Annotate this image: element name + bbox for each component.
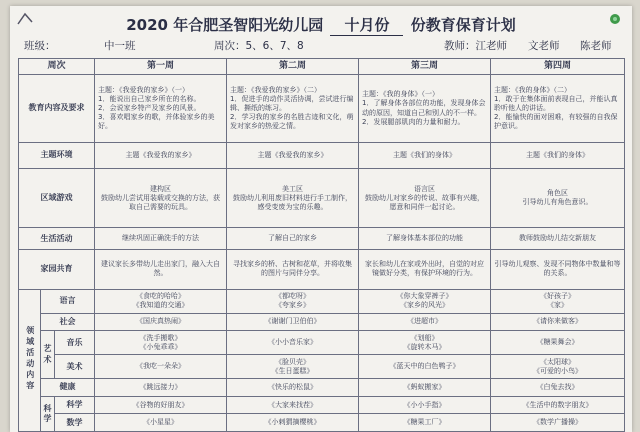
language-cell-w1: 《食吃的哈哈》 《我知道的交通》: [95, 289, 227, 313]
edu-cell-w4: 主题：《我的身体》（二） 1．敢于在集体面前表现自己，并能认真聆听他人的讲话。 2．能愉快的面对困难，有较强的自我保护意识。: [491, 75, 625, 143]
week-header-row: [19, 59, 625, 75]
music-cell-w3: 《划船》 《旋转木马》: [359, 331, 491, 355]
week-col-label: 周次: [19, 59, 95, 75]
env-label: 主题环境: [19, 142, 95, 168]
language-cell-w2: 《都吃呀》 《夸家乡》: [227, 289, 359, 313]
domain-row-music: [19, 331, 625, 355]
art-cell-w1: 《我吃一朵朵》: [95, 355, 227, 379]
art-cell-w4: 《太阳球》 《可爱的小鸟》: [491, 355, 625, 379]
domain-name-science: 科学: [55, 396, 95, 414]
area-label: 区域游戏: [19, 169, 95, 228]
language-cell-w3: 《你大象穿裤子》 《家乡的风光》: [359, 289, 491, 313]
home-cell-w3: 家长和幼儿在家或外出时，自觉的对应镜做好分类，有保护环境的行为。: [359, 250, 491, 289]
health-cell-w1: 《跳远接力》: [95, 379, 227, 397]
art-cell-w2: 《脸贝壳》 《生日蛋糕》: [227, 355, 359, 379]
music-cell-w4: 《糖果舞会》: [491, 331, 625, 355]
plan-table: [18, 58, 625, 432]
domain-row-math: [19, 414, 625, 432]
science-group-label: 科学: [41, 396, 55, 431]
edu-cell-w2: 主题：《我爱我的家乡》（二） 1．促进手的动作灵活协调，尝试进行编辑、撕纸的练习。 2．学习我的家乡的名胜古迹和文化，萌发对家乡的热爱之情。: [227, 75, 359, 143]
domain-name-math: 数学: [55, 414, 95, 432]
life-cell-w2: 了解自己的家乡: [227, 228, 359, 250]
area-row: [19, 169, 625, 228]
env-row: [19, 142, 625, 168]
env-cell-w4: 主题《我们的身体》: [491, 142, 625, 168]
teacher-label: 教师：江老师: [444, 40, 507, 52]
music-cell-w1: 《洗手搬歌》 《小兔乖乖》: [95, 331, 227, 355]
title-month: 十月份: [330, 14, 403, 36]
domain-group-label: 领域活动内容: [19, 289, 41, 431]
week-4-header: 第四周: [491, 59, 625, 75]
home-cell-w4: 引导幼儿观察、发现不同物体中数量和等的关系。: [491, 250, 625, 289]
area-cell-w1: 建构区 鼓励幼儿尝试用装载或交换的方法，获取自己需要的玩具。: [95, 169, 227, 228]
language-cell-w4: 《好孩子》 《家》: [491, 289, 625, 313]
weeks-info: 周次：5、6、7、8: [214, 40, 304, 52]
health-cell-w3: 《蚂蚁搬家》: [359, 379, 491, 397]
life-cell-w3: 了解身体基本部位的功能: [359, 228, 491, 250]
domain-row-science: [19, 396, 625, 414]
domain-name-health: 健康: [41, 379, 95, 397]
home-label: 家园共育: [19, 250, 95, 289]
home-row: [19, 250, 625, 289]
home-cell-w1: 建议家长多带幼儿走出家门，融入大自然。: [95, 250, 227, 289]
math-cell-w4: 《数学广播操》: [491, 414, 625, 432]
info-bar: [24, 38, 624, 56]
area-cell-w2: 美工区 鼓励幼儿利用废旧材料进行手工制作，感受变废为宝的乐趣。: [227, 169, 359, 228]
domain-name-society: 社会: [41, 313, 95, 331]
society-cell-w1: 《国庆真热闹》: [95, 313, 227, 331]
week-2-header: 第二周: [227, 59, 359, 75]
teacher-2: 文老师: [528, 40, 560, 52]
edu-cell-w1: 主题：《我爱我的家乡》（一） 1．能说出自己家乡所在的名称。 2．会说家乡特产及家乡的风景。 3．喜欢唱家乡的歌，并体验家乡的美好。: [95, 75, 227, 143]
health-cell-w2: 《快乐的松鼠》: [227, 379, 359, 397]
math-cell-w3: 《糖果工厂》: [359, 414, 491, 432]
title-prefix: 2020 年合肥圣智阳光幼儿园: [126, 16, 324, 34]
area-cell-w3: 语言区 鼓励幼儿对家乡的传说、故事有兴趣，愿意和同伴一起讨论。: [359, 169, 491, 228]
life-cell-w4: 教师鼓励幼儿结交新朋友: [491, 228, 625, 250]
art-cell-w3: 《蓝天中的白色鸭子》: [359, 355, 491, 379]
home-cell-w2: 寻找家乡的桥、古树和花草，并将收集的图片与同伴分享。: [227, 250, 359, 289]
domain-name-music: 音乐: [55, 331, 95, 355]
edu-cell-w3: 主题：《我的身体》（一） 1．了解身体各部位的功能，发现身体会动的原因，知道自己和别人的不一样。 2．发展腿部肌肉的力量和耐力。: [359, 75, 491, 143]
science-cell-w1: 《谷物的好朋友》: [95, 396, 227, 414]
art-group-label: 艺术: [41, 331, 55, 379]
life-label: 生活活动: [19, 228, 95, 250]
page-title: [10, 14, 632, 36]
domain-row-language: [19, 289, 625, 313]
domain-row-art: [19, 355, 625, 379]
society-cell-w3: 《进超市》: [359, 313, 491, 331]
edu-label: 教育内容及要求: [19, 75, 95, 143]
week-3-header: 第三周: [359, 59, 491, 75]
math-cell-w1: 《小星星》: [95, 414, 227, 432]
domain-name-art: 美术: [55, 355, 95, 379]
week-1-header: 第一周: [95, 59, 227, 75]
domain-row-society: [19, 313, 625, 331]
society-cell-w2: 《谢谢门卫伯伯》: [227, 313, 359, 331]
teacher-3: 陈老师: [580, 40, 612, 52]
env-cell-w2: 主题《我爱我的家乡》: [227, 142, 359, 168]
plan-sheet: [10, 6, 632, 432]
math-cell-w2: 《小刺猬摘樱桃》: [227, 414, 359, 432]
class-value: 中一班: [104, 40, 136, 52]
domain-row-health: [19, 379, 625, 397]
science-cell-w4: 《生活中的数字朋友》: [491, 396, 625, 414]
domain-name-language: 语言: [41, 289, 95, 313]
env-cell-w3: 主题《我们的身体》: [359, 142, 491, 168]
health-cell-w4: 《白兔去找》: [491, 379, 625, 397]
music-cell-w2: 《小小音乐家》: [227, 331, 359, 355]
science-cell-w2: 《大家来找茬》: [227, 396, 359, 414]
env-cell-w1: 主题《我爱我的家乡》: [95, 142, 227, 168]
area-cell-w4: 角色区 引导幼儿有角色意识。: [491, 169, 625, 228]
science-cell-w3: 《小小手指》: [359, 396, 491, 414]
title-suffix: 份教育保育计划: [410, 16, 516, 34]
class-label: 班级：: [24, 40, 56, 52]
edu-row: [19, 75, 625, 143]
life-row: [19, 228, 625, 250]
society-cell-w4: 《请你来做客》: [491, 313, 625, 331]
life-cell-w1: 继续巩固正确洗手的方法: [95, 228, 227, 250]
